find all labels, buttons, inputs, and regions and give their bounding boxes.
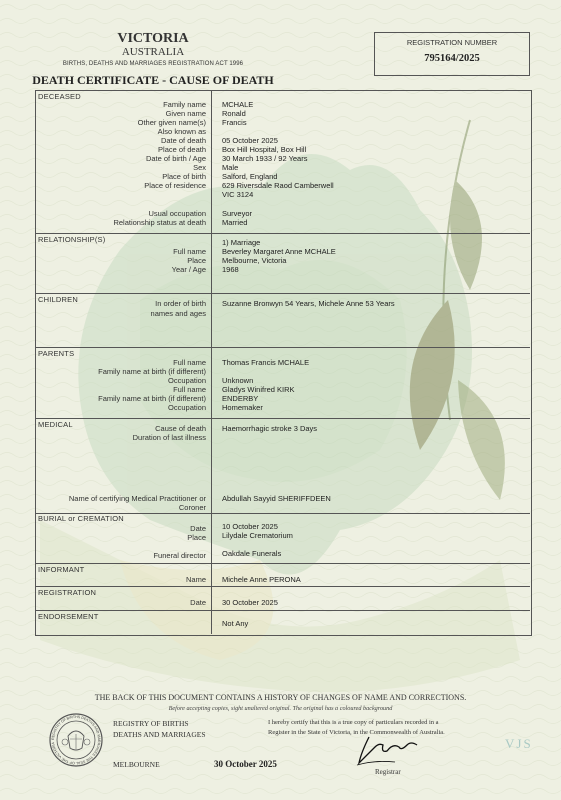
issue-city: MELBOURNE [113, 760, 160, 769]
section-informant: INFORMANT [38, 565, 85, 574]
section-endorsement: ENDORSEMENT [38, 612, 99, 621]
burial-place-value: Lilydale Crematorium [222, 531, 293, 540]
registration-number-box [374, 32, 530, 76]
deceased-field-label: Date of birth / Age [145, 154, 206, 163]
parents-field-label: Full name [173, 385, 206, 394]
deceased-field-value: Male [222, 163, 239, 172]
corner-security-marks: VJS [505, 736, 533, 751]
deceased-field-value: 629 Riversdale Raod Camberwell [222, 181, 334, 190]
relationship-field-value: 1968 [222, 265, 239, 274]
deceased-field-value: 30 March 1933 / 92 Years [222, 154, 308, 163]
section-parents: PARENTS [38, 349, 75, 358]
deceased-field-label: Place of residence [144, 181, 206, 190]
section-medical: MEDICAL [38, 420, 73, 429]
deceased-field-value: Ronald [222, 109, 246, 118]
row-divider [35, 293, 530, 294]
back-of-document-note: THE BACK OF THIS DOCUMENT CONTAINS A HISTORY OF CHANGES OF NAME AND CORRECTIONS. [94, 693, 467, 702]
deceased-field-value: Married [222, 218, 248, 227]
deceased-field-label: Sex [193, 163, 206, 172]
registration-date-label: Date [190, 598, 206, 607]
deceased-field-value: Francis [222, 118, 247, 127]
parents-field-value: Thomas Francis MCHALE [222, 358, 310, 367]
children-value: Suzanne Bronwyn 54 Years, Michele Anne 53 Years [222, 299, 395, 308]
relationship-field-label: Place [187, 256, 206, 265]
medical-cause-label: Cause of death [155, 424, 206, 433]
medical-practitioner-value: Abdullah Sayyid SHERIFFDEEN [222, 494, 331, 503]
header-act: BIRTHS, DEATHS AND MARRIAGES REGISTRATION ACT 1996 [62, 61, 244, 67]
parents-field-label: Family name at birth (if different) [98, 367, 206, 376]
parents-field-label: Full name [173, 358, 206, 367]
parents-field-value: ENDERBY [222, 394, 259, 403]
column-divider [211, 90, 212, 634]
children-label-line2: names and ages [150, 309, 206, 318]
relationship-field-value: Beverley Margaret Anne MCHALE [222, 247, 336, 256]
row-divider [35, 233, 530, 234]
row-divider [35, 586, 530, 587]
relationship-field-label: Full name [173, 247, 206, 256]
section-burial: BURIAL or CREMATION [38, 514, 124, 523]
deceased-field-label: Other given name(s) [137, 118, 206, 127]
parents-field-label: Family name at birth (if different) [98, 394, 206, 403]
medical-duration-label: Duration of last illness [132, 433, 206, 442]
registration-number-value: 795164/2025 [424, 53, 480, 64]
relationship-field-label: Year / Age [171, 265, 206, 274]
endorsement-value: Not Any [222, 619, 249, 628]
parents-field-value: Gladys Winifred KIRK [222, 385, 295, 394]
funeral-director-label: Funeral director [153, 551, 206, 560]
deceased-field-label: Given name [165, 109, 206, 118]
certification-line2: Register in the State of Victoria, in the Commonwealth of Australia. [268, 729, 445, 736]
signature-text: J. Bostko [373, 753, 378, 754]
accept-copies-note: Before accepting copies, sight unaltered original. The original has a coloured background [168, 705, 393, 712]
section-relationship: RELATIONSHIP(S) [38, 235, 106, 244]
parents-field-label: Occupation [168, 403, 206, 412]
informant-name-label: Name [185, 575, 206, 584]
burial-place-label: Place [187, 533, 206, 542]
registry-seal-icon [48, 712, 104, 768]
header-country: AUSTRALIA [121, 46, 185, 58]
header-state: VICTORIA [117, 31, 189, 46]
issue-date: 30 October 2025 [214, 759, 277, 769]
funeral-director-value: Oakdale Funerals [222, 549, 282, 558]
medical-practitioner-label: Name of certifying Medical Practitioner or [68, 494, 206, 503]
row-divider [35, 610, 530, 611]
registration-number-label: REGISTRATION NUMBER [406, 38, 498, 47]
medical-cause-value: Haemorrhagic stroke 3 Days [222, 424, 318, 433]
certificate-title: DEATH CERTIFICATE - CAUSE OF DEATH [32, 73, 274, 87]
deceased-field-value: VIC 3124 [222, 190, 254, 199]
deceased-field-label: Place of birth [162, 172, 206, 181]
deceased-field-value: Box Hill Hospital, Box Hill [222, 145, 307, 154]
parents-field-value: Homemaker [222, 403, 263, 412]
burial-date-value: 10 October 2025 [222, 522, 278, 531]
deceased-field-label: Family name [163, 100, 206, 109]
row-divider [35, 418, 530, 419]
parents-field-value: Unknown [222, 376, 254, 385]
informant-name-value: Michele Anne PERONA [222, 575, 301, 584]
section-registration: REGISTRATION [38, 588, 97, 597]
registry-name-line1: REGISTRY OF BIRTHS [113, 719, 189, 728]
parents-field-label: Occupation [168, 376, 206, 385]
deceased-field-label: Relationship status at death [113, 218, 206, 227]
deceased-field-value: Salford, England [222, 172, 278, 181]
relationship-field-value: 1) Marriage [222, 238, 261, 247]
registration-date-value: 30 October 2025 [222, 598, 278, 607]
deceased-field-value: MCHALE [222, 100, 254, 109]
registry-name-line2: DEATHS AND MARRIAGES [113, 730, 206, 739]
section-children: CHILDREN [38, 295, 78, 304]
section-deceased: DECEASED [38, 92, 81, 101]
burial-date-label: Date [190, 524, 206, 533]
children-label-line1: In order of birth [155, 299, 206, 308]
row-divider [35, 563, 530, 564]
deceased-field-value: Surveyor [222, 209, 253, 218]
registry-name [113, 718, 206, 740]
seal-text: REGISTRY OF BIRTHS DEATHS AND MARRIAGES THE SEAL OF THE VICTORIA [50, 714, 102, 766]
registrar-signature [355, 733, 430, 769]
relationship-field-value: Melbourne, Victoria [222, 256, 287, 265]
row-divider [35, 347, 530, 348]
deceased-field-value: 05 October 2025 [222, 136, 278, 145]
deceased-field-label: Date of death [160, 136, 206, 145]
deceased-field-label: Also known as [157, 127, 206, 136]
medical-practitioner-label-2: Coroner [178, 503, 206, 512]
certification-line1: I hereby certify that this is a true copy of particulars recorded in a [268, 719, 439, 726]
deceased-field-label: Place of death [158, 145, 206, 154]
registrar-title: Registrar [375, 768, 401, 776]
deceased-field-label: Usual occupation [148, 209, 206, 218]
